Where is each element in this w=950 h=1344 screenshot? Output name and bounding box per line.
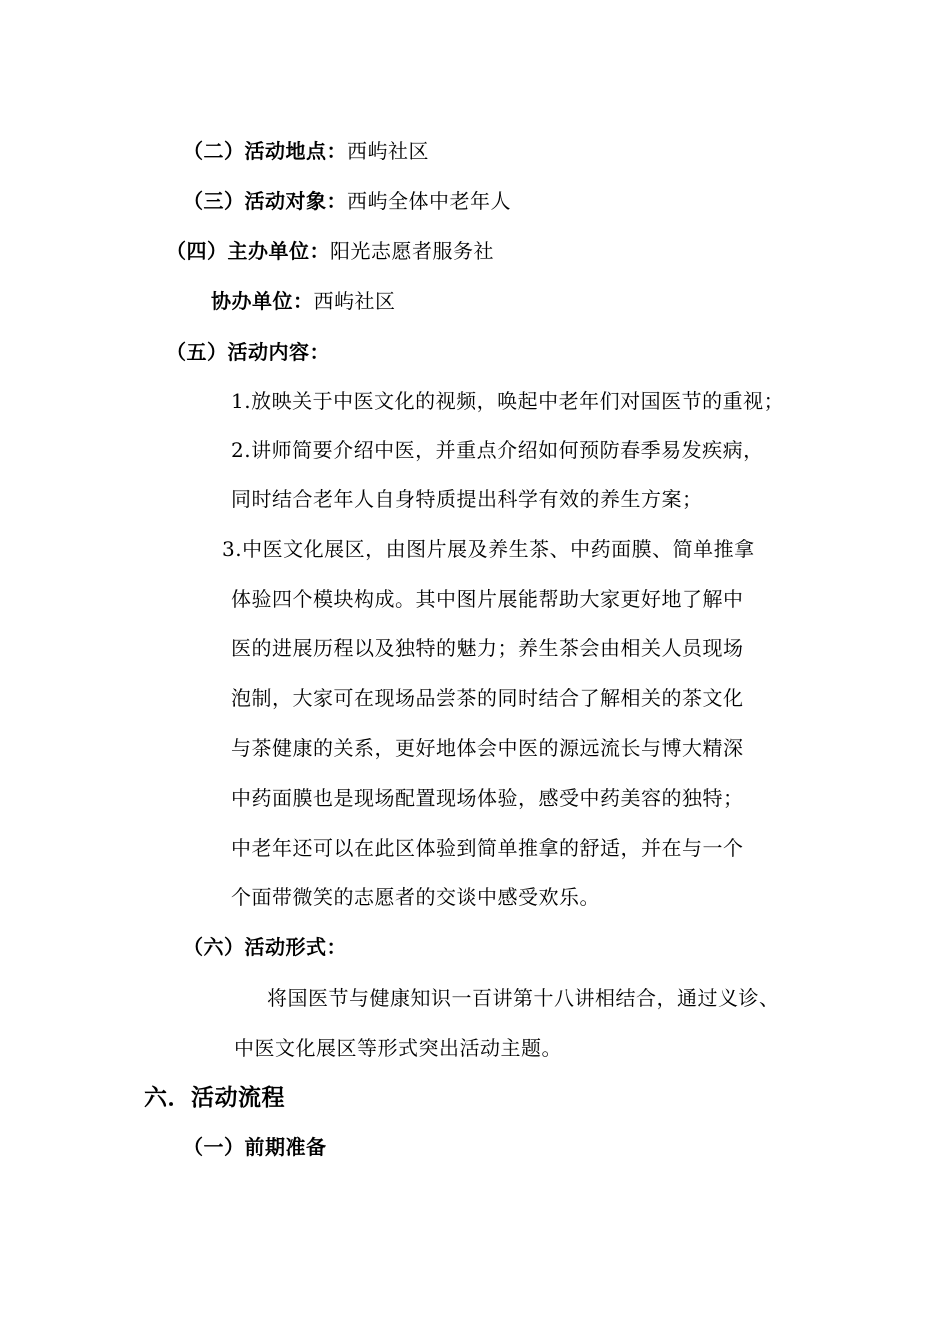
co-organizer-label: 协办单位：: [211, 289, 314, 313]
activity-location-line: [183, 137, 429, 165]
activity-target-value: 西屿全体中老年人: [347, 189, 511, 213]
co-organizer-value: 西屿社区: [313, 289, 396, 313]
activity-location-label: （二）活动地点：: [183, 139, 347, 163]
content-line-6: 医的进展历程以及独特的魅力；养生茶会由相关人员现场: [231, 636, 744, 660]
section-heading-process: 六．活动流程: [144, 1084, 285, 1111]
activity-content-label: （五）活动内容：: [166, 340, 330, 364]
activity-target-label: （三）活动对象：: [183, 189, 347, 213]
content-line-11: 个面带微笑的志愿者的交谈中感受欢乐。: [231, 885, 600, 909]
content-line-8: 与茶健康的关系，更好地体会中医的源远流长与博大精深: [231, 736, 744, 760]
content-line-4: 3.中医文化展区，由图片展及养生茶、中药面膜、简单推拿: [222, 537, 755, 561]
content-line-9: 中药面膜也是现场配置现场体验，感受中药美容的独特；: [231, 786, 744, 810]
activity-form-heading: （六）活动形式：: [183, 935, 347, 959]
activity-target-line: [183, 187, 511, 215]
content-line-7: 泡制，大家可在现场品尝茶的同时结合了解相关的茶文化: [231, 686, 744, 710]
content-line-3: 同时结合老年人自身特质提出科学有效的养生方案；: [231, 487, 703, 511]
activity-content-heading: [166, 338, 330, 366]
content-line-2: 2.讲师简要介绍中医，并重点介绍如何预防春季易发疾病，: [231, 438, 764, 462]
activity-location-value: 西屿社区: [347, 139, 429, 163]
content-line-5: 体验四个模块构成。其中图片展能帮助大家更好地了解中: [231, 587, 744, 611]
organizer-line: [166, 237, 494, 265]
organizer-value: 阳光志愿者服务社: [330, 239, 494, 263]
content-line-1: 1.放映关于中医文化的视频，唤起中老年们对国医节的重视；: [231, 389, 785, 413]
organizer-label: （四）主办单位：: [166, 239, 330, 263]
co-organizer-line: [211, 287, 396, 315]
form-line-1: 将国医节与健康知识一百讲第十八讲相结合，通过义诊、: [267, 986, 780, 1010]
content-line-10: 中老年还可以在此区体验到简单推拿的舒适，并在与一个: [231, 836, 744, 860]
sub-heading-preparation: （一）前期准备: [183, 1135, 327, 1159]
form-line-2: 中医文化展区等形式突出活动主题。: [234, 1036, 562, 1060]
